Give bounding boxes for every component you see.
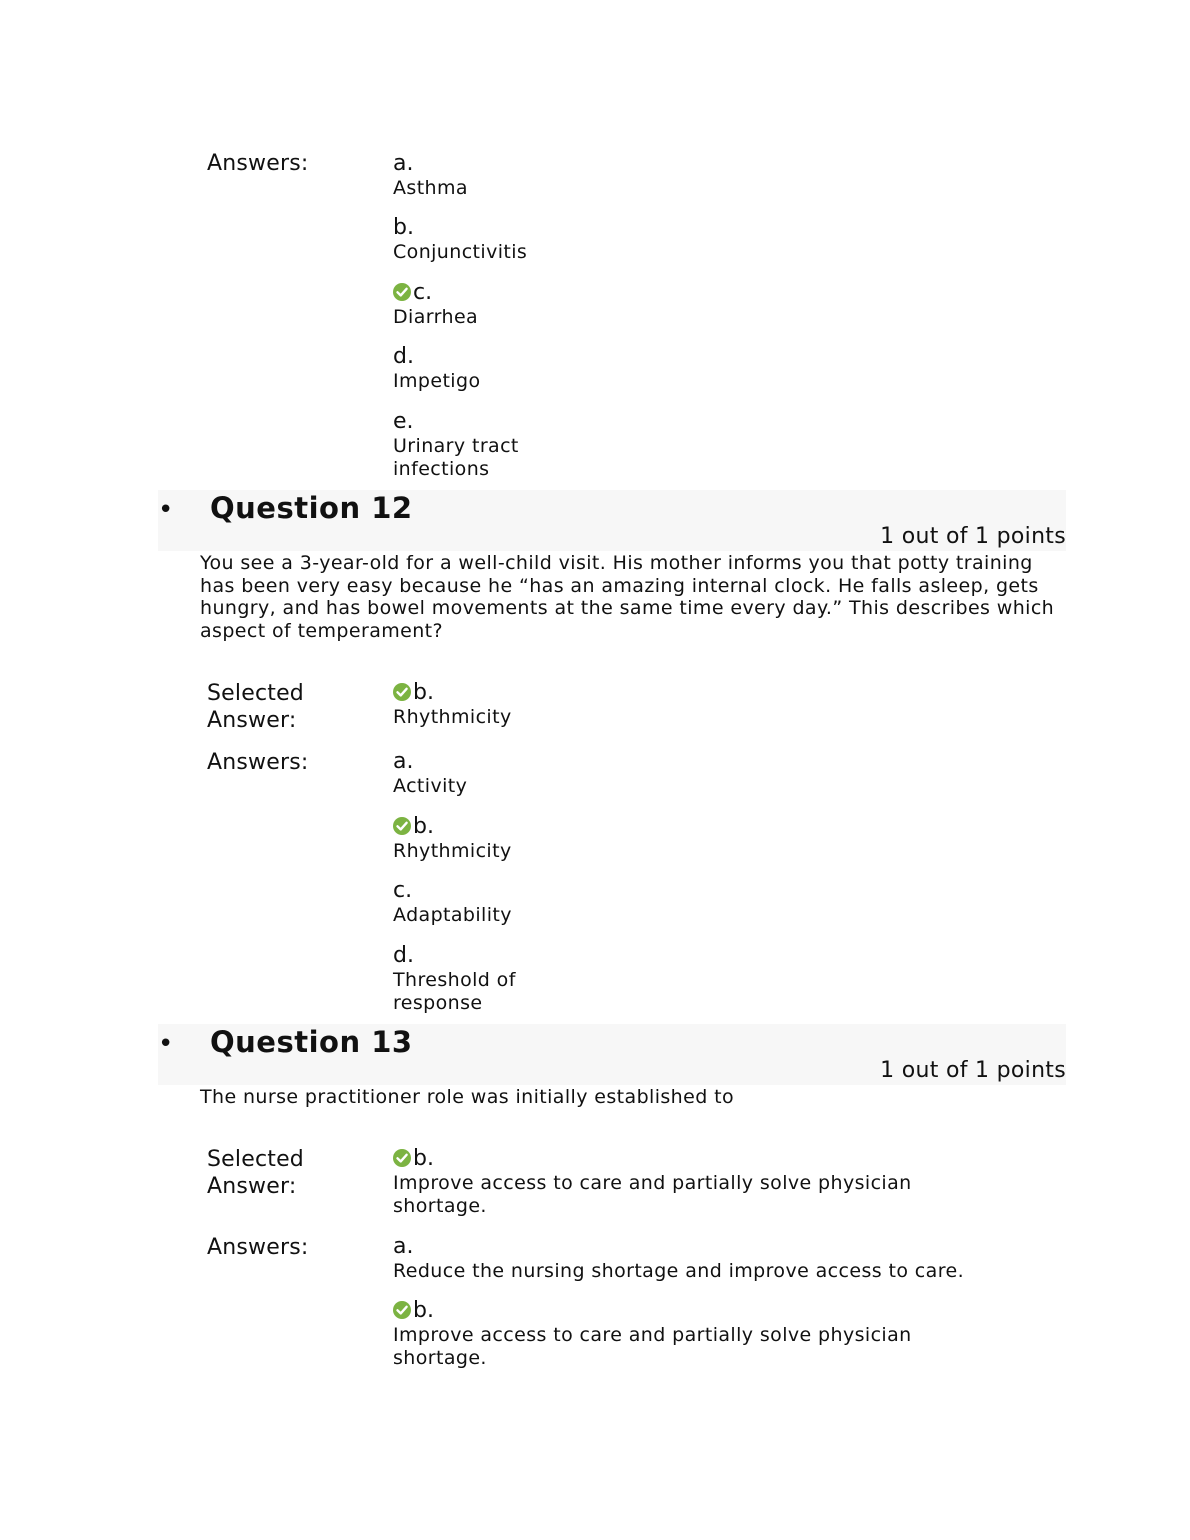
selected-answer-label: Selected Answer: bbox=[207, 681, 304, 733]
option-letter-row bbox=[393, 281, 593, 305]
option-letter: b. bbox=[413, 814, 434, 839]
option-text: Improve access to care and partially solve physician shortage. bbox=[393, 1324, 912, 1369]
option-letter: b. bbox=[413, 1146, 434, 1171]
question-12-header bbox=[158, 490, 1066, 551]
option-letter-row bbox=[393, 1299, 933, 1323]
answer-option-b bbox=[393, 815, 593, 863]
correct-check-icon bbox=[393, 1149, 411, 1167]
selected-answer bbox=[393, 681, 593, 729]
question-points: 1 out of 1 points bbox=[880, 1058, 1066, 1083]
option-letter: b. bbox=[393, 215, 414, 240]
answer-option-c bbox=[393, 281, 593, 329]
answer-option-c bbox=[393, 879, 593, 927]
option-letter: d. bbox=[393, 943, 414, 968]
answers-label: Answers: bbox=[207, 151, 309, 176]
question-title: Question 12 bbox=[210, 491, 413, 525]
option-letter-row bbox=[393, 815, 593, 839]
option-text: Asthma bbox=[393, 177, 468, 199]
answer-option-a bbox=[393, 152, 593, 200]
bullet: • bbox=[158, 1029, 174, 1059]
option-letter: c. bbox=[393, 878, 413, 903]
option-text: Improve access to care and partially solve physician shortage. bbox=[393, 1172, 912, 1217]
selected-answer-label: Selected Answer: bbox=[207, 1147, 304, 1199]
bullet: • bbox=[158, 495, 174, 525]
answer-option-e bbox=[393, 410, 543, 481]
question-points: 1 out of 1 points bbox=[880, 524, 1066, 549]
option-text: Rhythmicity bbox=[393, 840, 512, 862]
option-letter-row bbox=[393, 681, 593, 705]
answer-option-d bbox=[393, 944, 533, 1015]
answers-label: Answers: bbox=[207, 1235, 309, 1260]
selected-answer bbox=[393, 1147, 933, 1218]
answer-option-a bbox=[393, 750, 593, 798]
option-text: Adaptability bbox=[393, 904, 512, 926]
option-letter: b. bbox=[413, 680, 434, 705]
option-letter: b. bbox=[413, 1298, 434, 1323]
option-text: Reduce the nursing shortage and improve access to care. bbox=[393, 1260, 965, 1282]
option-text: Diarrhea bbox=[393, 306, 479, 328]
answer-option-d bbox=[393, 345, 593, 393]
option-text: Impetigo bbox=[393, 370, 481, 392]
answer-option-b bbox=[393, 1299, 933, 1370]
option-letter-row bbox=[393, 1147, 933, 1171]
answer-option-a bbox=[393, 1235, 993, 1283]
correct-check-icon bbox=[393, 1301, 411, 1319]
option-letter: a. bbox=[393, 151, 414, 176]
question-text: The nurse practitioner role was initially established to bbox=[200, 1086, 734, 1108]
question-title: Question 13 bbox=[210, 1025, 413, 1059]
question-13-header bbox=[158, 1024, 1066, 1085]
answer-option-b bbox=[393, 216, 593, 264]
option-letter: a. bbox=[393, 1234, 414, 1259]
option-text: Rhythmicity bbox=[393, 706, 512, 728]
option-letter: e. bbox=[393, 409, 414, 434]
option-text: Urinary tract infections bbox=[393, 435, 519, 480]
option-letter: c. bbox=[413, 280, 433, 305]
option-text: Threshold of response bbox=[393, 969, 516, 1014]
correct-check-icon bbox=[393, 683, 411, 701]
option-text: Activity bbox=[393, 775, 468, 797]
correct-check-icon bbox=[393, 283, 411, 301]
answers-label: Answers: bbox=[207, 750, 309, 775]
question-text: You see a 3-year-old for a well-child visit. His mother informs you that potty training has been very easy because he “has an amazing internal clock. He falls asleep, gets hungry, and has bowel movements at the same time every day.” This describes which aspect of temperament? bbox=[200, 552, 1055, 642]
correct-check-icon bbox=[393, 817, 411, 835]
option-letter: d. bbox=[393, 344, 414, 369]
option-text: Conjunctivitis bbox=[393, 241, 528, 263]
option-letter: a. bbox=[393, 749, 414, 774]
